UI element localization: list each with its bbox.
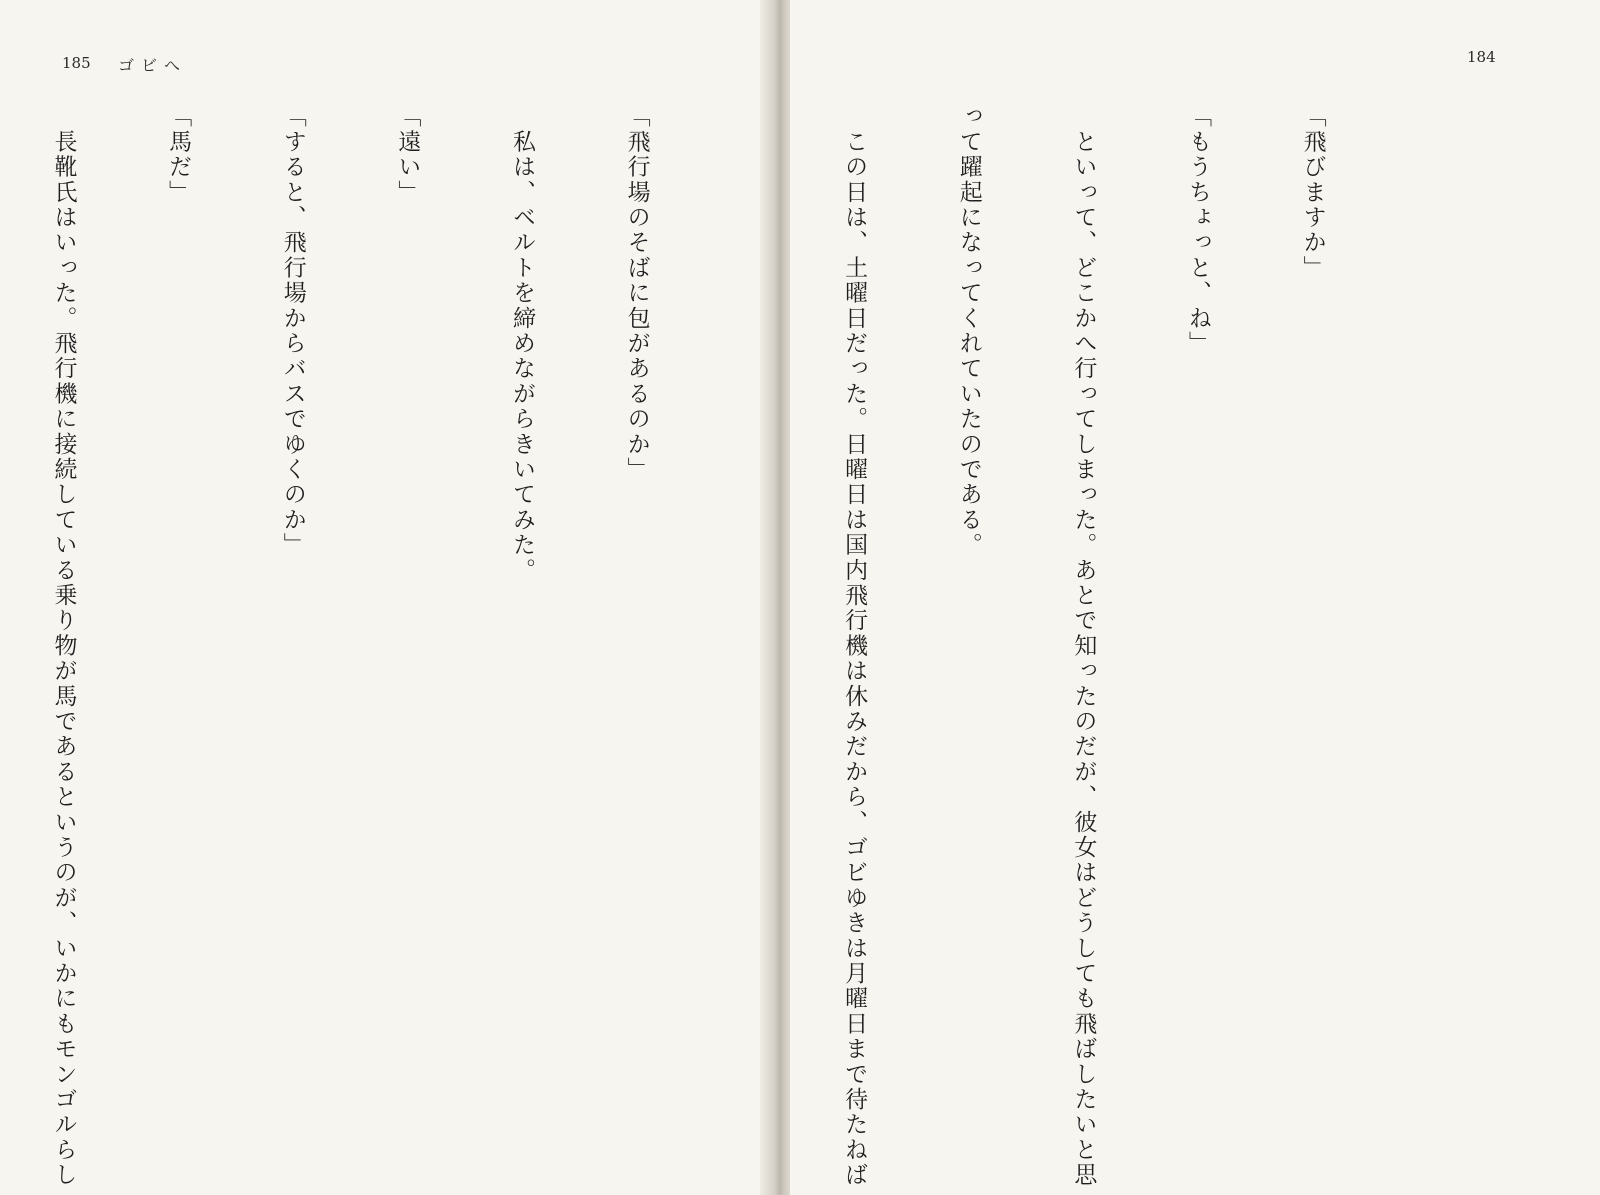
- text-column: 長靴氏はいった。飛行機に接続している乗り物が馬であるというのが、いかにもモンゴルらし: [50, 104, 77, 1188]
- text-column: 「遠い」: [394, 104, 421, 205]
- text-column: といって、どこかへ行ってしまった。あとで知ったのだが、彼女はどうしても飛ばしたいと思: [1070, 104, 1097, 1188]
- left-page-number: 185: [62, 54, 91, 72]
- right-page: [790, 0, 1600, 1195]
- text-column: 「もうちょっと、ね」: [1184, 104, 1211, 356]
- left-page-body: [0, 104, 732, 1188]
- text-column: 「すると、飛行場からバスでゆくのか」: [279, 104, 306, 558]
- text-column: 私は、ベルトを締めながらきいてみた。: [508, 104, 535, 583]
- right-page-number: 184: [1467, 48, 1496, 66]
- text-column: 「馬だ」: [165, 104, 192, 205]
- right-page-body: [841, 104, 1408, 1188]
- left-page: [0, 0, 770, 1195]
- text-column: 「飛行場のそばに包があるのか」: [623, 104, 650, 482]
- text-column: この日は、土曜日だった。日曜日は国内飛行機は休みだから、ゴビゆきは月曜日まで待たねば: [841, 104, 868, 1188]
- running-title: ゴビへ: [118, 56, 188, 75]
- text-column: って躍起になってくれていたのである。: [955, 104, 982, 558]
- text-column: 「飛びますか」: [1299, 104, 1326, 281]
